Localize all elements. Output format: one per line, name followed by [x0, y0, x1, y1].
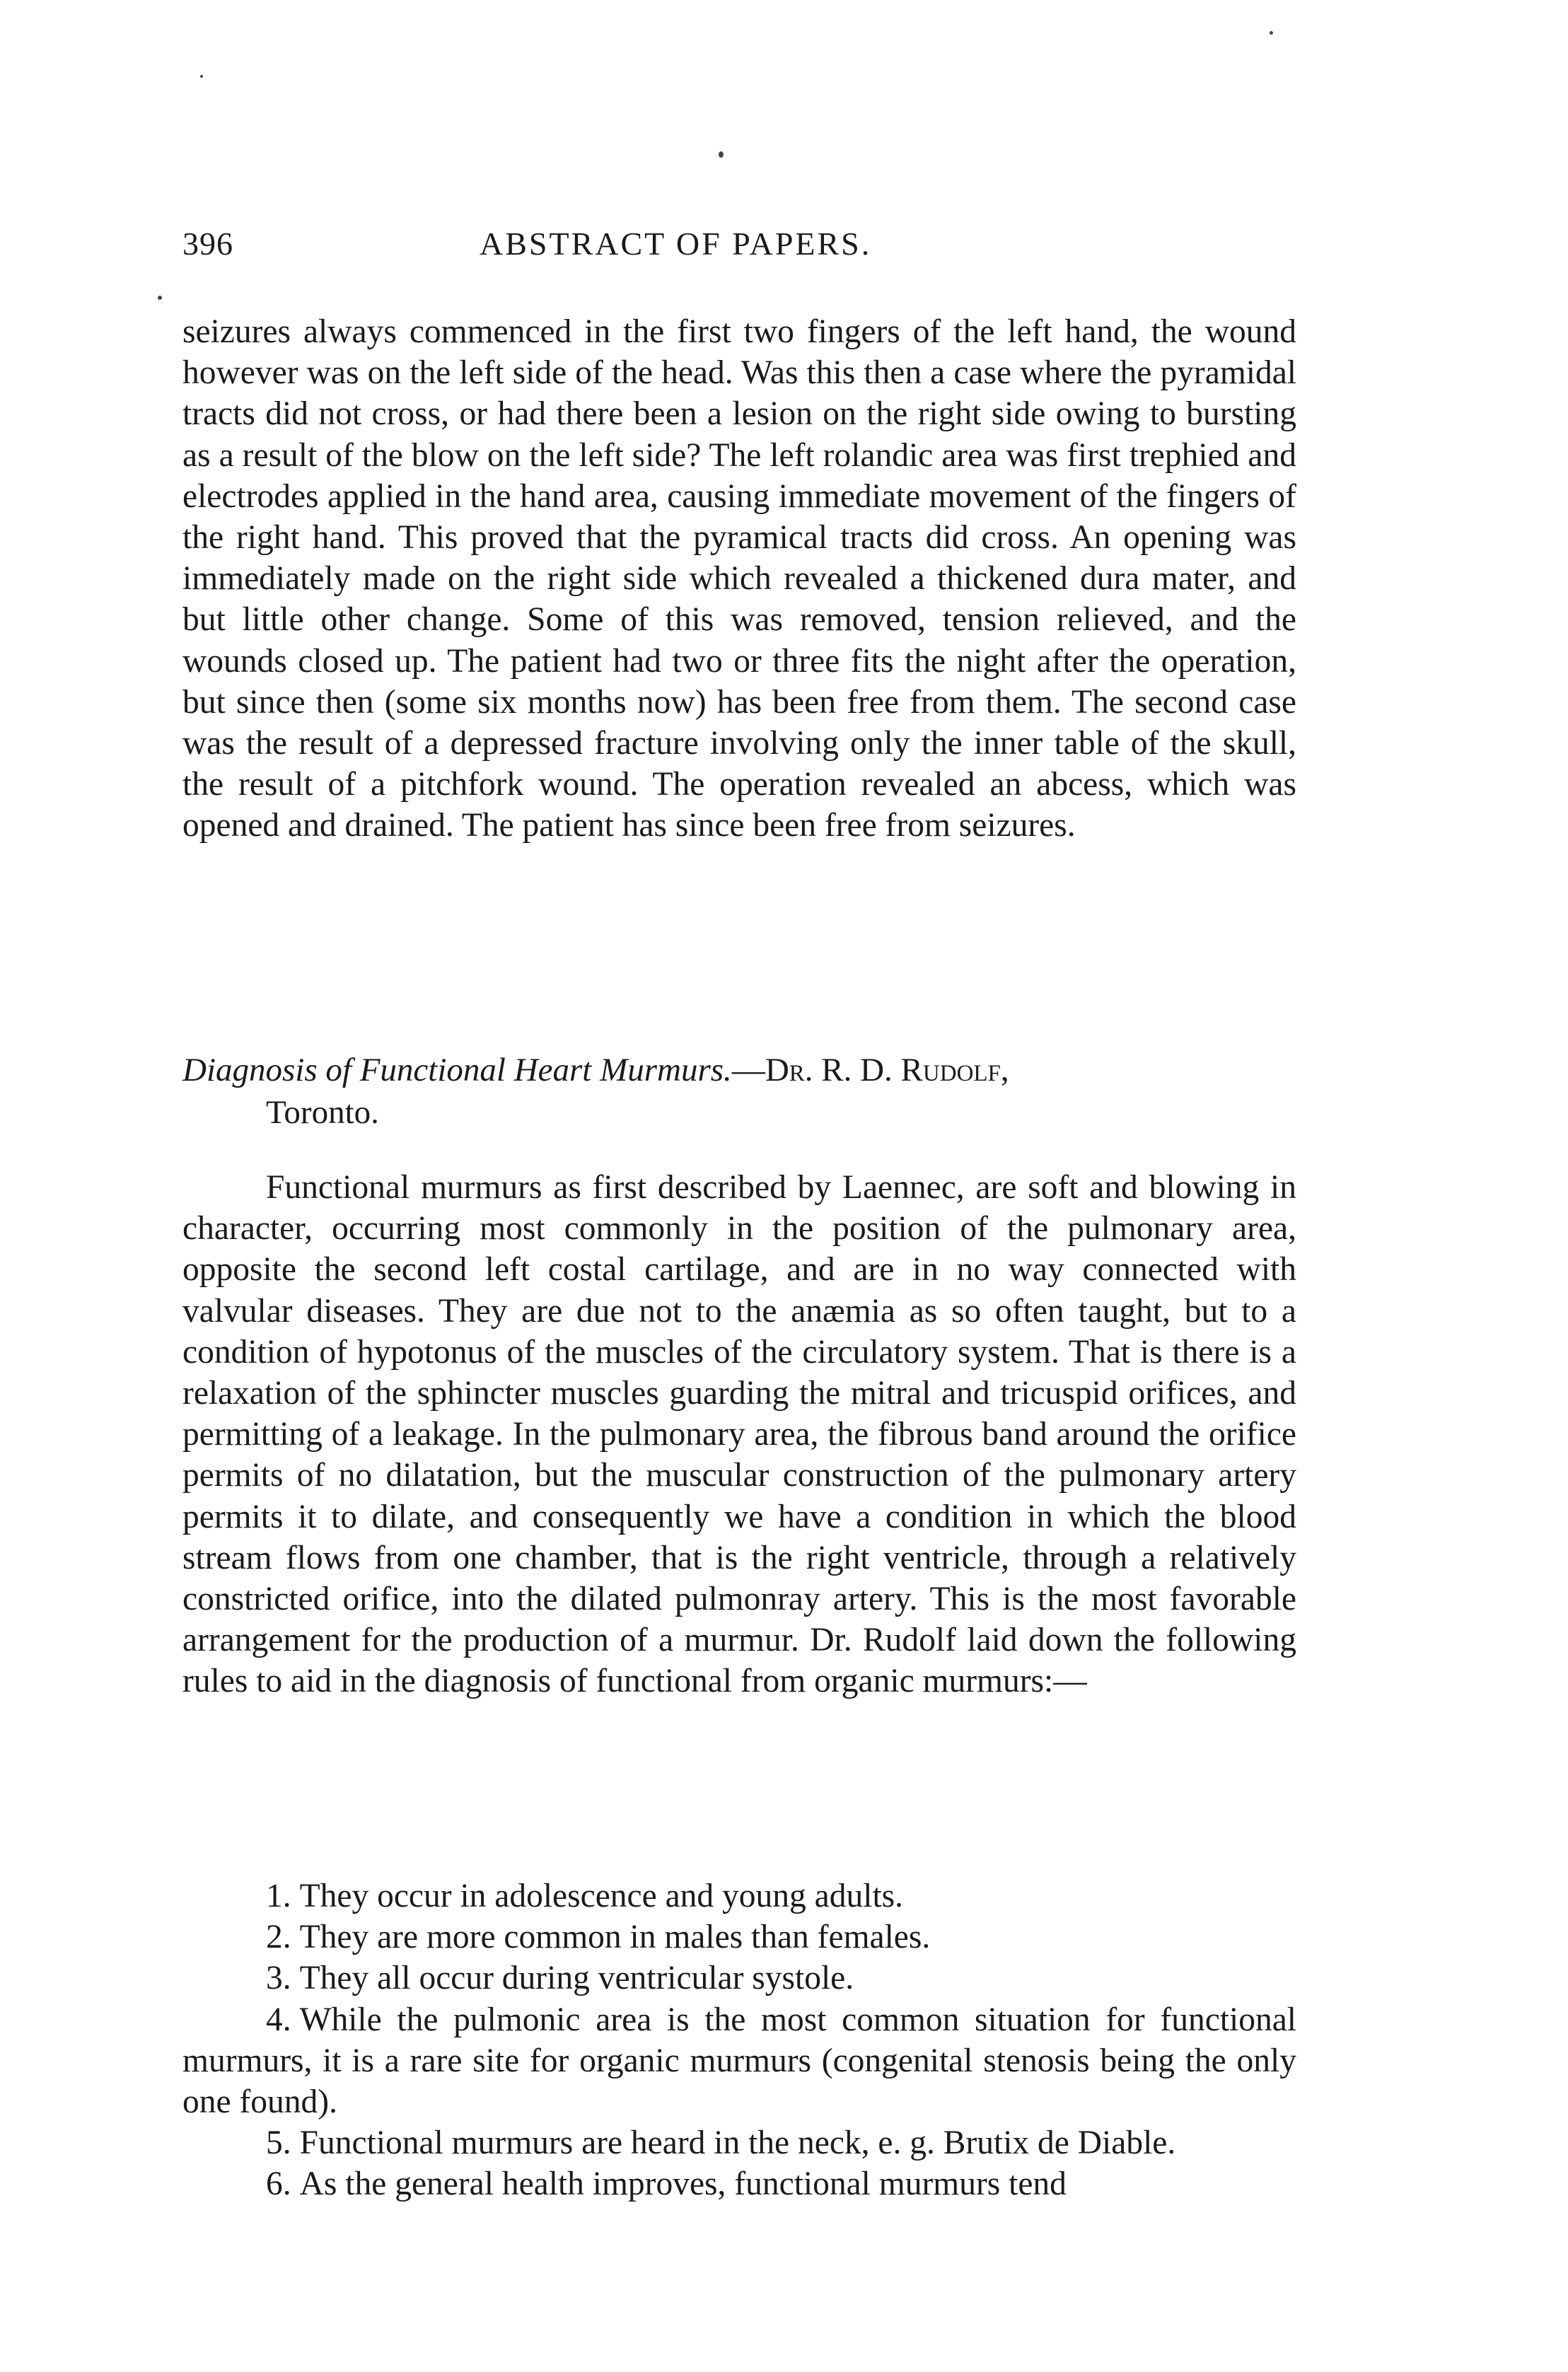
list-item: [182, 1999, 1296, 2123]
list-item-text: While the pulmonic area is the most common situation for functional murmurs, it is a rare site for organic murmurs (congenital stenosis being the only one found).: [182, 2001, 1296, 2121]
list-item: [182, 2163, 1296, 2204]
print-speck: [200, 75, 203, 78]
list-item-number: 5.: [266, 2124, 291, 2162]
print-speck: [158, 296, 162, 300]
section-paragraph: [182, 1167, 1296, 1702]
body-paragraph: [182, 311, 1296, 847]
section-location: Toronto.: [266, 1094, 379, 1131]
section-author: —Dr. R. D. Rudolf,: [731, 1052, 1009, 1088]
list-item: [182, 2122, 1296, 2163]
page-number: 396: [182, 226, 233, 262]
paragraph-text: Functional murmurs as first described by Laennec, are soft and blowing in character, occurring most commonly in the position of the pulmonary area, opposite the second left costal cartilage, and are in no way connected with valvular diseases. They are due not to the anæmia as so often taught, but to a condition of hypotonus of the muscles of the circulatory system. That is there is a relaxation of the sphincter muscles guarding the mitral and tricuspid orifices, and permitting of a leakage. In the pulmonary area, the fibrous band around the orifice permits of no dilatation, but the muscular construction of the pulmonary artery permits it to dilate, and consequently we have a condition in which the blood stream flows from one chamber, that is the right ventricle, through a relatively constricted orifice, into the dilated pulmonray artery. This is the most favorable arrangement for the production of a murmur. Dr. Rudolf laid down the following rules to aid in the diagnosis of functional from organic murmurs:—: [182, 1169, 1296, 1700]
list-item-text: They occur in adolescence and young adults.: [299, 1878, 904, 1914]
rules-list: [182, 1876, 1296, 2205]
list-item-text: They are more common in males than females.: [299, 1919, 931, 1956]
list-item-text: As the general health improves, functional murmurs tend: [299, 2165, 1067, 2203]
paragraph-text: seizures always commenced in the first two fingers of the left hand, the wound however was on the left side of the head. Was this then a case where the pyramidal tracts did not cross, or had there been a lesion on the right side owing to bursting as a result of the blow on the left side? The left rolandic area was first trephied and electrodes applied in the hand area, causing immediate movement of the fingers of the right hand. This proved that the pyramical tracts did cross. An opening was immediately made on the right side which revealed a thickened dura mater, and but little other change. Some of this was removed, tension relieved, and the wounds closed up. The patient had two or three fits the night after the operation, but since then (some six months now) has been free from them. The second case was the result of a depressed fracture involving only the inner table of the skull, the result of a pitchfork wound. The operation revealed an abcess, which was opened and drained. The patient has since been free from seizures.: [182, 313, 1296, 844]
print-speck: [1270, 31, 1273, 35]
section-title: Diagnosis of Functional Heart Murmurs.: [182, 1052, 732, 1088]
list-item-number: 1.: [266, 1878, 291, 1914]
list-item-number: 6.: [266, 2165, 291, 2203]
list-item: [182, 1876, 1296, 1917]
running-title: ABSTRACT OF PAPERS.: [480, 226, 872, 262]
list-item-text: Functional murmurs are heard in the neck, e. g. Brutix de Diable.: [299, 2124, 1176, 2162]
list-item-text: They all occur during ventricular systole.: [299, 1960, 854, 1997]
section-heading: [182, 1049, 1296, 1134]
print-speck: [719, 151, 724, 158]
list-item-number: 2.: [266, 1919, 291, 1956]
list-item: [182, 1917, 1296, 1958]
running-header: [182, 225, 1296, 274]
list-item: [182, 1958, 1296, 1999]
list-item-number: 4.: [266, 2001, 291, 2038]
list-item-number: 3.: [266, 1960, 291, 1997]
